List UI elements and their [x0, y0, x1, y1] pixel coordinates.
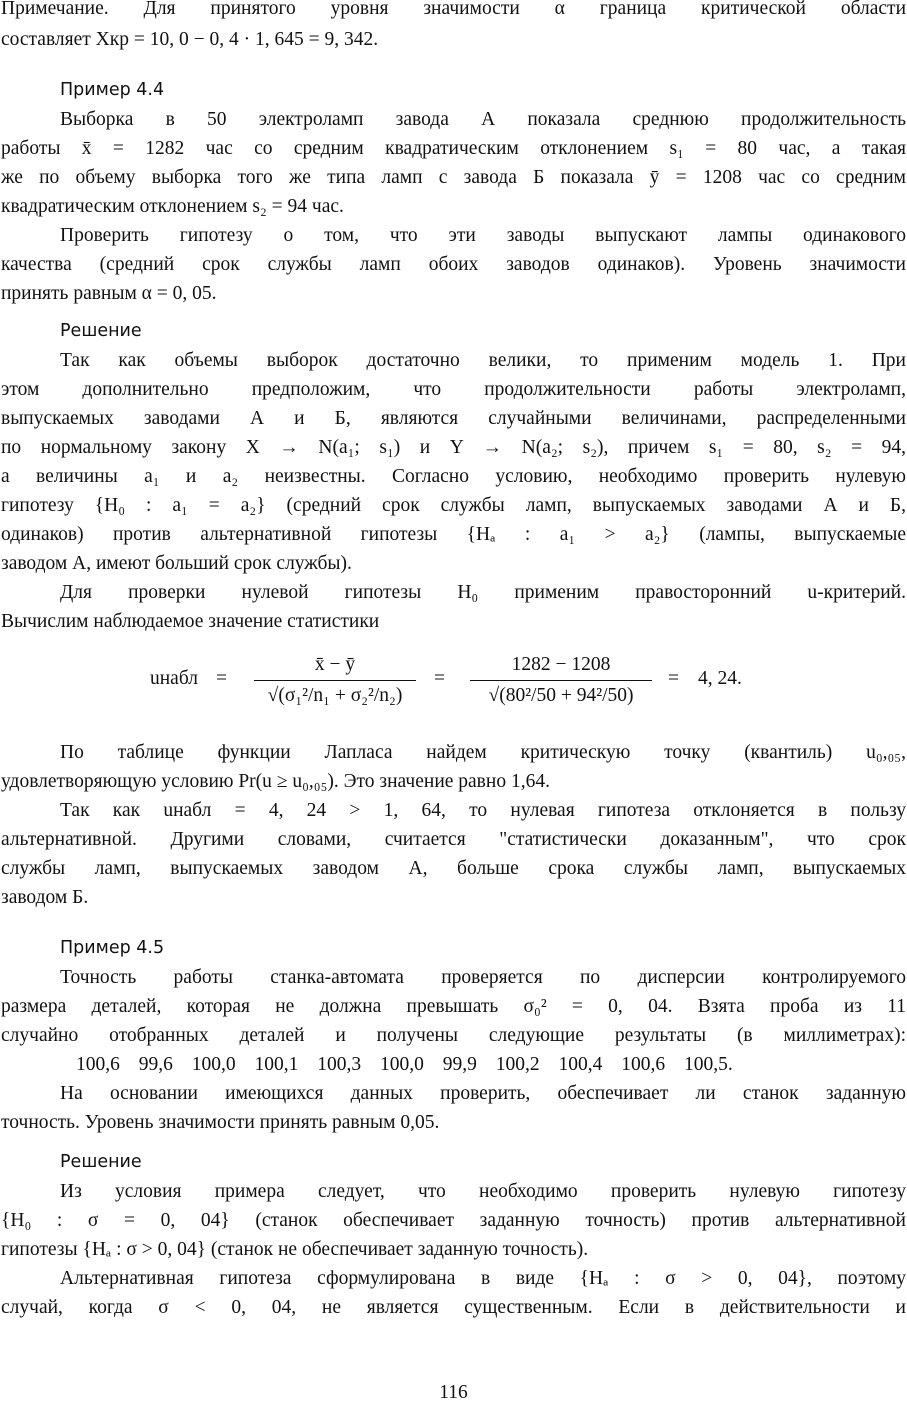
text-line: Так как объемы выборок достаточно велики, то применим модель 1. При [60, 350, 906, 371]
text-line: одинаков) против альтернативной гипотезы {Hₐ : a₁ > a₂} (лампы, выпускаемые [1, 524, 906, 545]
formula-equals: = [216, 668, 227, 689]
text-line: заводом Б. [1, 887, 89, 908]
text-line: На основании имеющихся данных проверить, обеспечивает ли станок заданную [60, 1083, 906, 1104]
text-line: точность. Уровень значимости принять равным 0,05. [1, 1112, 440, 1133]
page-number: 116 [439, 1382, 468, 1403]
text-line: качества (средний срок службы ламп обоих заводов одинаков). Уровень значимости [1, 254, 906, 275]
solution-heading: Решение [60, 1152, 142, 1172]
text-line: же по объему выборка того же типа ламп с завода Б показала ȳ = 1208 час со средним [1, 167, 906, 188]
text-line: Так как uнабл = 4, 24 > 1, 64, то нулевая гипотеза отклоняется в пользу [60, 800, 906, 821]
formula-denominator: √(σ₁²/n₁ + σ₂²/n₂) [267, 685, 403, 707]
text-line: Примечание. Для принятого уровня значимости α граница критической области [1, 0, 906, 19]
text-line: Проверить гипотезу о том, что эти заводы выпускают лампы одинакового [60, 225, 906, 246]
example-heading: Пример 4.5 [60, 938, 165, 958]
formula-equals: = [434, 668, 445, 689]
text-line: заводом А, имеют больший срок службы). [1, 553, 352, 574]
text-line: размера деталей, которая не должна превышать σ₀² = 0, 04. Взята проба из 11 [1, 996, 906, 1017]
formula-result: 4, 24. [698, 668, 742, 689]
formula-equals: = [668, 668, 679, 689]
text-line: а величины a₁ и a₂ неизвестны. Согласно условию, необходимо проверить нулевую [1, 466, 906, 487]
text-line: По таблице функции Лапласа найдем критическую точку (квантиль) u₀,₀₅, [60, 742, 906, 763]
example-heading: Пример 4.4 [60, 80, 165, 100]
text-line: составляет Xкр = 10, 0 − 0, 4 · 1, 645 = 9, 342. [1, 29, 379, 50]
text-line: принять равным α = 0, 05. [1, 283, 217, 304]
formula-fraction-numeric [466, 650, 656, 710]
formula-denominator: √(80²/50 + 94²/50) [488, 685, 634, 707]
text-line: Для проверки нулевой гипотезы H₀ применим правосторонний u-критерий. [60, 582, 906, 603]
formula-numerator: 1282 − 1208 [511, 654, 611, 675]
text-line: гипотезу {H₀ : a₁ = a₂} (средний срок службы ламп, выпускаемых заводами А и Б, [1, 495, 906, 516]
text-line: удовлетворяющую условию Pr(u ≥ u₀,₀₅). Это значение равно 1,64. [1, 771, 550, 792]
text-line: Выборка в 50 электроламп завода А показала среднюю продолжительность [60, 109, 906, 130]
text-line: альтернативной. Другими словами, считается "статистически доказанным", что срок [1, 829, 906, 850]
text-line: {H₀ : σ = 0, 04} (станок обеспечивает заданную точность) против альтернативной [1, 1210, 906, 1231]
text-line: этом дополнительно предположим, что продолжительности работы электроламп, [1, 379, 906, 400]
u-statistic-formula [150, 650, 770, 720]
text-line: квадратическим отклонением s₂ = 94 час. [1, 196, 344, 217]
text-line: службы ламп, выпускаемых заводом А, больше срока службы ламп, выпускаемых [1, 858, 906, 879]
formula-fraction-symbolic [250, 650, 420, 710]
formula-lhs: uнабл [150, 668, 199, 689]
text-line: случай, когда σ < 0, 04, не является существенным. Если в действительности и [1, 1297, 906, 1318]
text-line: Точность работы станка-автомата проверяется по дисперсии контролируемого [60, 967, 906, 988]
formula-numerator: x̄ − ȳ [314, 654, 356, 675]
text-line: случайно отобранных деталей и получены следующие результаты (в миллиметрах): [1, 1025, 906, 1046]
text-line: Из условия примера следует, что необходимо проверить нулевую гипотезу [60, 1181, 906, 1202]
text-line: работы x̄ = 1282 час со средним квадратическим отклонением s₁ = 80 час, а такая [1, 138, 906, 159]
text-line: по нормальному закону X → N(a₁; s₁) и Y → N(a₂; s₂), причем s₁ = 80, s₂ = 94, [1, 437, 906, 458]
solution-heading: Решение [60, 321, 142, 341]
text-line: Альтернативная гипотеза сформулирована в виде {Hₐ : σ > 0, 04}, поэтому [60, 1268, 906, 1289]
measurement-values: 100,6 99,6 100,0 100,1 100,3 100,0 99,9 100,2 100,4 100,6 100,5. [76, 1054, 733, 1075]
text-line: Вычислим наблюдаемое значение статистики [1, 611, 380, 632]
text-line: гипотезы {Hₐ : σ > 0, 04} (станок не обеспечивает заданную точность). [1, 1239, 589, 1260]
text-line: выпускаемых заводами А и Б, являются случайными величинами, распределенными [1, 408, 906, 429]
